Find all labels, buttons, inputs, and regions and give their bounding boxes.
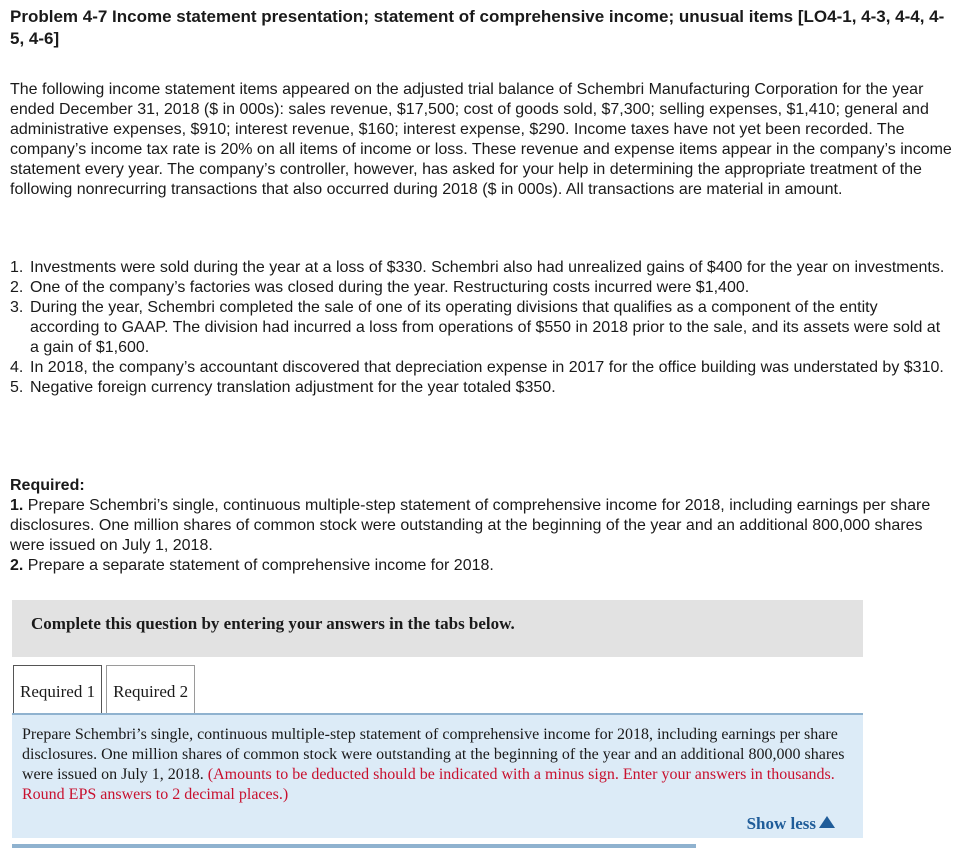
required-1-text: Prepare Schembri’s single, continuous multiple-step statement of comprehensive income for 2018, including earnings per share disclosures. One million shares of common stock were outstanding at the beginning of the year and an additional 800,000 shares were issued on July 1, 2018.	[10, 497, 931, 554]
item-text: One of the company’s factories was closed during the year. Restructuring costs incurred were $1,400.	[30, 279, 750, 296]
instructions-text: Complete this question by entering your answers in the tabs below.	[31, 614, 515, 633]
required-2-text: Prepare a separate statement of comprehensive income for 2018.	[27, 557, 494, 574]
list-item	[10, 278, 950, 298]
item-number: 2.	[10, 279, 24, 296]
item-text: During the year, Schembri completed the sale of one of its operating divisions that qualifies as a component of the entity according to GAAP. The division had incurred a loss from operations of $550 in 2018 prior to the sale, and its assets were sold at a gain of $1,600.	[30, 299, 941, 356]
required-heading: Required:	[10, 477, 85, 494]
item-text: Negative foreign currency translation adjustment for the year totaled $350.	[30, 379, 556, 396]
tab-required-2[interactable]: Required 2	[106, 665, 195, 714]
show-less-label: Show less	[746, 814, 816, 833]
item-number: 5.	[10, 379, 24, 396]
bottom-divider	[12, 844, 696, 848]
item-text: Investments were sold during the year at a loss of $330. Schembri also had unrealized gains of $400 for the year on investments.	[30, 259, 945, 276]
instructions-box	[12, 600, 863, 657]
item-number: 3.	[10, 299, 24, 316]
list-item	[10, 378, 950, 398]
panel-note: (Amounts to be deducted should be indicated with a minus sign. Enter your answers in thousands. Round EPS answers to 2 decimal places.)	[22, 766, 835, 803]
item-number: 1.	[10, 259, 24, 276]
panel-text: Prepare Schembri’s single, continuous multiple-step statement of comprehensive income for 2018, including earnings per share disclosures. One million shares of common stock were outstanding at the beginning of the year and an additional 800,000 shares were issued on July 1, 2018.	[22, 726, 845, 783]
required-2	[10, 556, 955, 576]
required-2-number: 2.	[10, 557, 24, 574]
problem-title: Problem 4-7 Income statement presentation; statement of comprehensive income; unusual items [LO4-1, 4-3, 4-4, 4-5, 4-6]	[10, 7, 945, 48]
tab-panel	[12, 715, 863, 838]
required-section	[10, 476, 955, 576]
tab-bar	[13, 665, 199, 714]
list-item	[10, 258, 950, 278]
problem-intro: The following income statement items appeared on the adjusted trial balance of Schembri Manufacturing Corporation for the year ended December 31, 2018 ($ in 000s): sales revenue, $17,500; cost of goods sold, $7,300; selling expenses, $1,410; general and administrative expenses, $910; interest revenue, $160; interest expense, $290. Income taxes have not yet been recorded. The company’s income tax rate is 20% on all items of income or loss. These revenue and expense items appear in the company’s income statement every year. The company’s controller, however, has asked for your help in determining the appropriate treatment of the following nonrecurring transactions that also occurred during 2018 ($ in 000s). All transactions are material in amount.	[10, 81, 952, 198]
required-1	[10, 496, 955, 556]
triangle-up-icon	[819, 816, 835, 828]
list-item	[10, 358, 950, 378]
panel-instructions	[22, 725, 852, 805]
tab-required-1[interactable]: Required 1	[13, 665, 102, 714]
required-1-number: 1.	[10, 497, 24, 514]
item-number: 4.	[10, 359, 24, 376]
item-text: In 2018, the company’s accountant discovered that depreciation expense in 2017 for the office building was understated by $310.	[30, 359, 944, 376]
transaction-list	[10, 258, 950, 398]
show-less-link[interactable]	[747, 814, 835, 834]
list-item	[10, 298, 950, 358]
